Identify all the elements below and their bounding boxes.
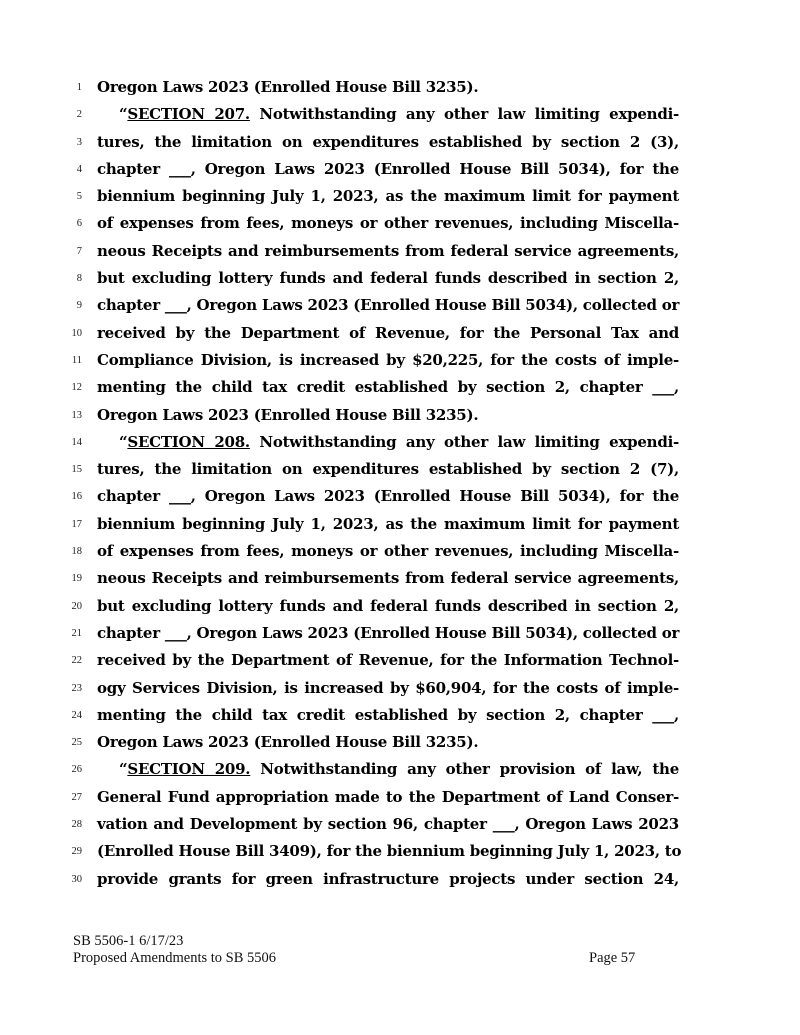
- document-line: [0, 128, 800, 155]
- line-number: 15: [71, 464, 82, 476]
- document-line: [0, 810, 800, 837]
- document-line: [0, 319, 800, 346]
- line-number: 8: [76, 273, 82, 285]
- document-line: [0, 674, 800, 701]
- document-line: [0, 155, 800, 182]
- document-line: [0, 755, 800, 782]
- line-text: received by the Department of Revenue, for the Personal Tax and: [97, 323, 679, 342]
- line-number: 2: [76, 109, 82, 121]
- line-number: 6: [76, 218, 82, 230]
- line-number: 23: [71, 682, 82, 694]
- document-body: [0, 73, 800, 892]
- document-line: [0, 701, 800, 728]
- line-number: 3: [76, 136, 82, 148]
- line-number: 10: [71, 327, 82, 339]
- line-number: 12: [71, 382, 82, 394]
- document-line: [0, 373, 800, 400]
- line-text: neous Receipts and reimbursements from federal service agreements,: [97, 569, 679, 588]
- section-heading: SECTION 209.: [127, 760, 251, 779]
- line-number: 19: [71, 573, 82, 585]
- line-number: 26: [71, 764, 82, 776]
- line-number: 29: [71, 846, 82, 858]
- footer-bill-id: SB 5506-1 6/17/23: [73, 933, 184, 949]
- document-line: [0, 346, 800, 373]
- line-text: received by the Department of Revenue, for the Information Technol-: [97, 651, 679, 670]
- line-text: chapter ___, Oregon Laws 2023 (Enrolled House Bill 5034), collected or: [97, 623, 680, 642]
- line-text: Oregon Laws 2023 (Enrolled House Bill 3235).: [97, 78, 479, 96]
- document-line: [0, 401, 800, 428]
- line-number: 18: [71, 546, 82, 558]
- document-line: [0, 182, 800, 209]
- line-number: 16: [71, 491, 82, 503]
- line-number: 1: [76, 82, 82, 93]
- line-number: 5: [76, 191, 82, 203]
- line-number: 22: [71, 655, 82, 667]
- line-number: 20: [71, 600, 82, 612]
- line-text: Compliance Division, is increased by $20,225, for the costs of imple-: [97, 350, 679, 369]
- document-line: [0, 592, 800, 619]
- line-number: 7: [76, 245, 82, 257]
- line-text: menting the child tax credit established by section 2, chapter ___,: [97, 378, 679, 397]
- line-number: 11: [71, 354, 82, 366]
- line-number: 17: [71, 518, 82, 530]
- line-text: Oregon Laws 2023 (Enrolled House Bill 3235).: [97, 733, 479, 752]
- line-text: menting the child tax credit established by section 2, chapter ___,: [97, 705, 679, 724]
- section-open-quote: “: [119, 105, 128, 124]
- document-line: [0, 264, 800, 291]
- document-line: [0, 428, 800, 455]
- section-text: Notwithstanding any other provision of law, the: [250, 760, 679, 779]
- document-line: [0, 865, 800, 892]
- document-line: [0, 209, 800, 236]
- document-line: [0, 237, 800, 264]
- line-number: 28: [71, 819, 82, 831]
- line-number: 13: [71, 409, 82, 421]
- section-open-quote: “: [119, 432, 128, 451]
- line-number: 14: [71, 436, 82, 448]
- line-number: 24: [71, 709, 82, 721]
- document-line: [0, 728, 800, 755]
- line-text: ogy Services Division, is increased by $60,904, for the costs of imple-: [97, 678, 679, 697]
- line-text: Oregon Laws 2023 (Enrolled House Bill 3235).: [97, 405, 479, 424]
- line-number: 21: [71, 627, 82, 639]
- line-text: of expenses from fees, moneys or other revenues, including Miscella-: [97, 542, 679, 561]
- line-text: General Fund appropriation made to the Department of Land Conser-: [97, 787, 679, 806]
- line-text: provide grants for green infrastructure projects under section 24,: [97, 869, 679, 888]
- document-line: [0, 619, 800, 646]
- document-line: [0, 564, 800, 591]
- line-text: biennium beginning July 1, 2023, as the maximum limit for payment: [97, 187, 679, 206]
- document-line: [0, 537, 800, 564]
- footer-page-number: Page 57: [589, 950, 636, 966]
- document-line: [0, 100, 800, 127]
- line-text: (Enrolled House Bill 3409), for the biennium beginning July 1, 2023, to: [97, 842, 682, 861]
- line-text: neous Receipts and reimbursements from federal service agreements,: [97, 241, 679, 260]
- line-number: 30: [71, 873, 82, 885]
- line-text: chapter ___, Oregon Laws 2023 (Enrolled House Bill 5034), for the: [97, 159, 679, 178]
- document-line: [0, 646, 800, 673]
- line-number: 4: [76, 163, 82, 175]
- line-text: of expenses from fees, moneys or other revenues, including Miscella-: [97, 214, 679, 233]
- document-line: [0, 291, 800, 318]
- line-text: [119, 104, 679, 124]
- document-line: [0, 482, 800, 509]
- section-text: Notwithstanding any other law limiting expendi-: [249, 105, 679, 124]
- line-text: vation and Development by section 96, chapter ___, Oregon Laws 2023: [97, 815, 679, 834]
- line-text: chapter ___, Oregon Laws 2023 (Enrolled House Bill 5034), collected or: [97, 296, 680, 315]
- line-text: but excluding lottery funds and federal funds described in section 2,: [97, 269, 679, 288]
- line-text: tures, the limitation on expenditures established by section 2 (7),: [97, 460, 679, 479]
- section-heading: SECTION 208.: [127, 432, 250, 451]
- document-line: [0, 783, 800, 810]
- line-text: but excluding lottery funds and federal funds described in section 2,: [97, 596, 679, 615]
- document-line: [0, 510, 800, 537]
- section-text: Notwithstanding any other law limiting expendi-: [249, 432, 679, 451]
- footer-title: Proposed Amendments to SB 5506: [73, 950, 277, 966]
- document-line: [0, 73, 800, 100]
- line-number: 25: [71, 737, 82, 749]
- section-open-quote: “: [119, 760, 128, 779]
- document-line: [0, 837, 800, 864]
- line-text: chapter ___, Oregon Laws 2023 (Enrolled House Bill 5034), for the: [97, 487, 679, 506]
- line-text: tures, the limitation on expenditures established by section 2 (3),: [97, 132, 679, 151]
- section-heading: SECTION 207.: [127, 105, 250, 124]
- line-text: [119, 759, 679, 779]
- line-number: 27: [71, 791, 82, 803]
- line-text: biennium beginning July 1, 2023, as the maximum limit for payment: [97, 514, 679, 533]
- line-text: [119, 432, 679, 452]
- document-line: [0, 455, 800, 482]
- line-number: 9: [76, 300, 82, 312]
